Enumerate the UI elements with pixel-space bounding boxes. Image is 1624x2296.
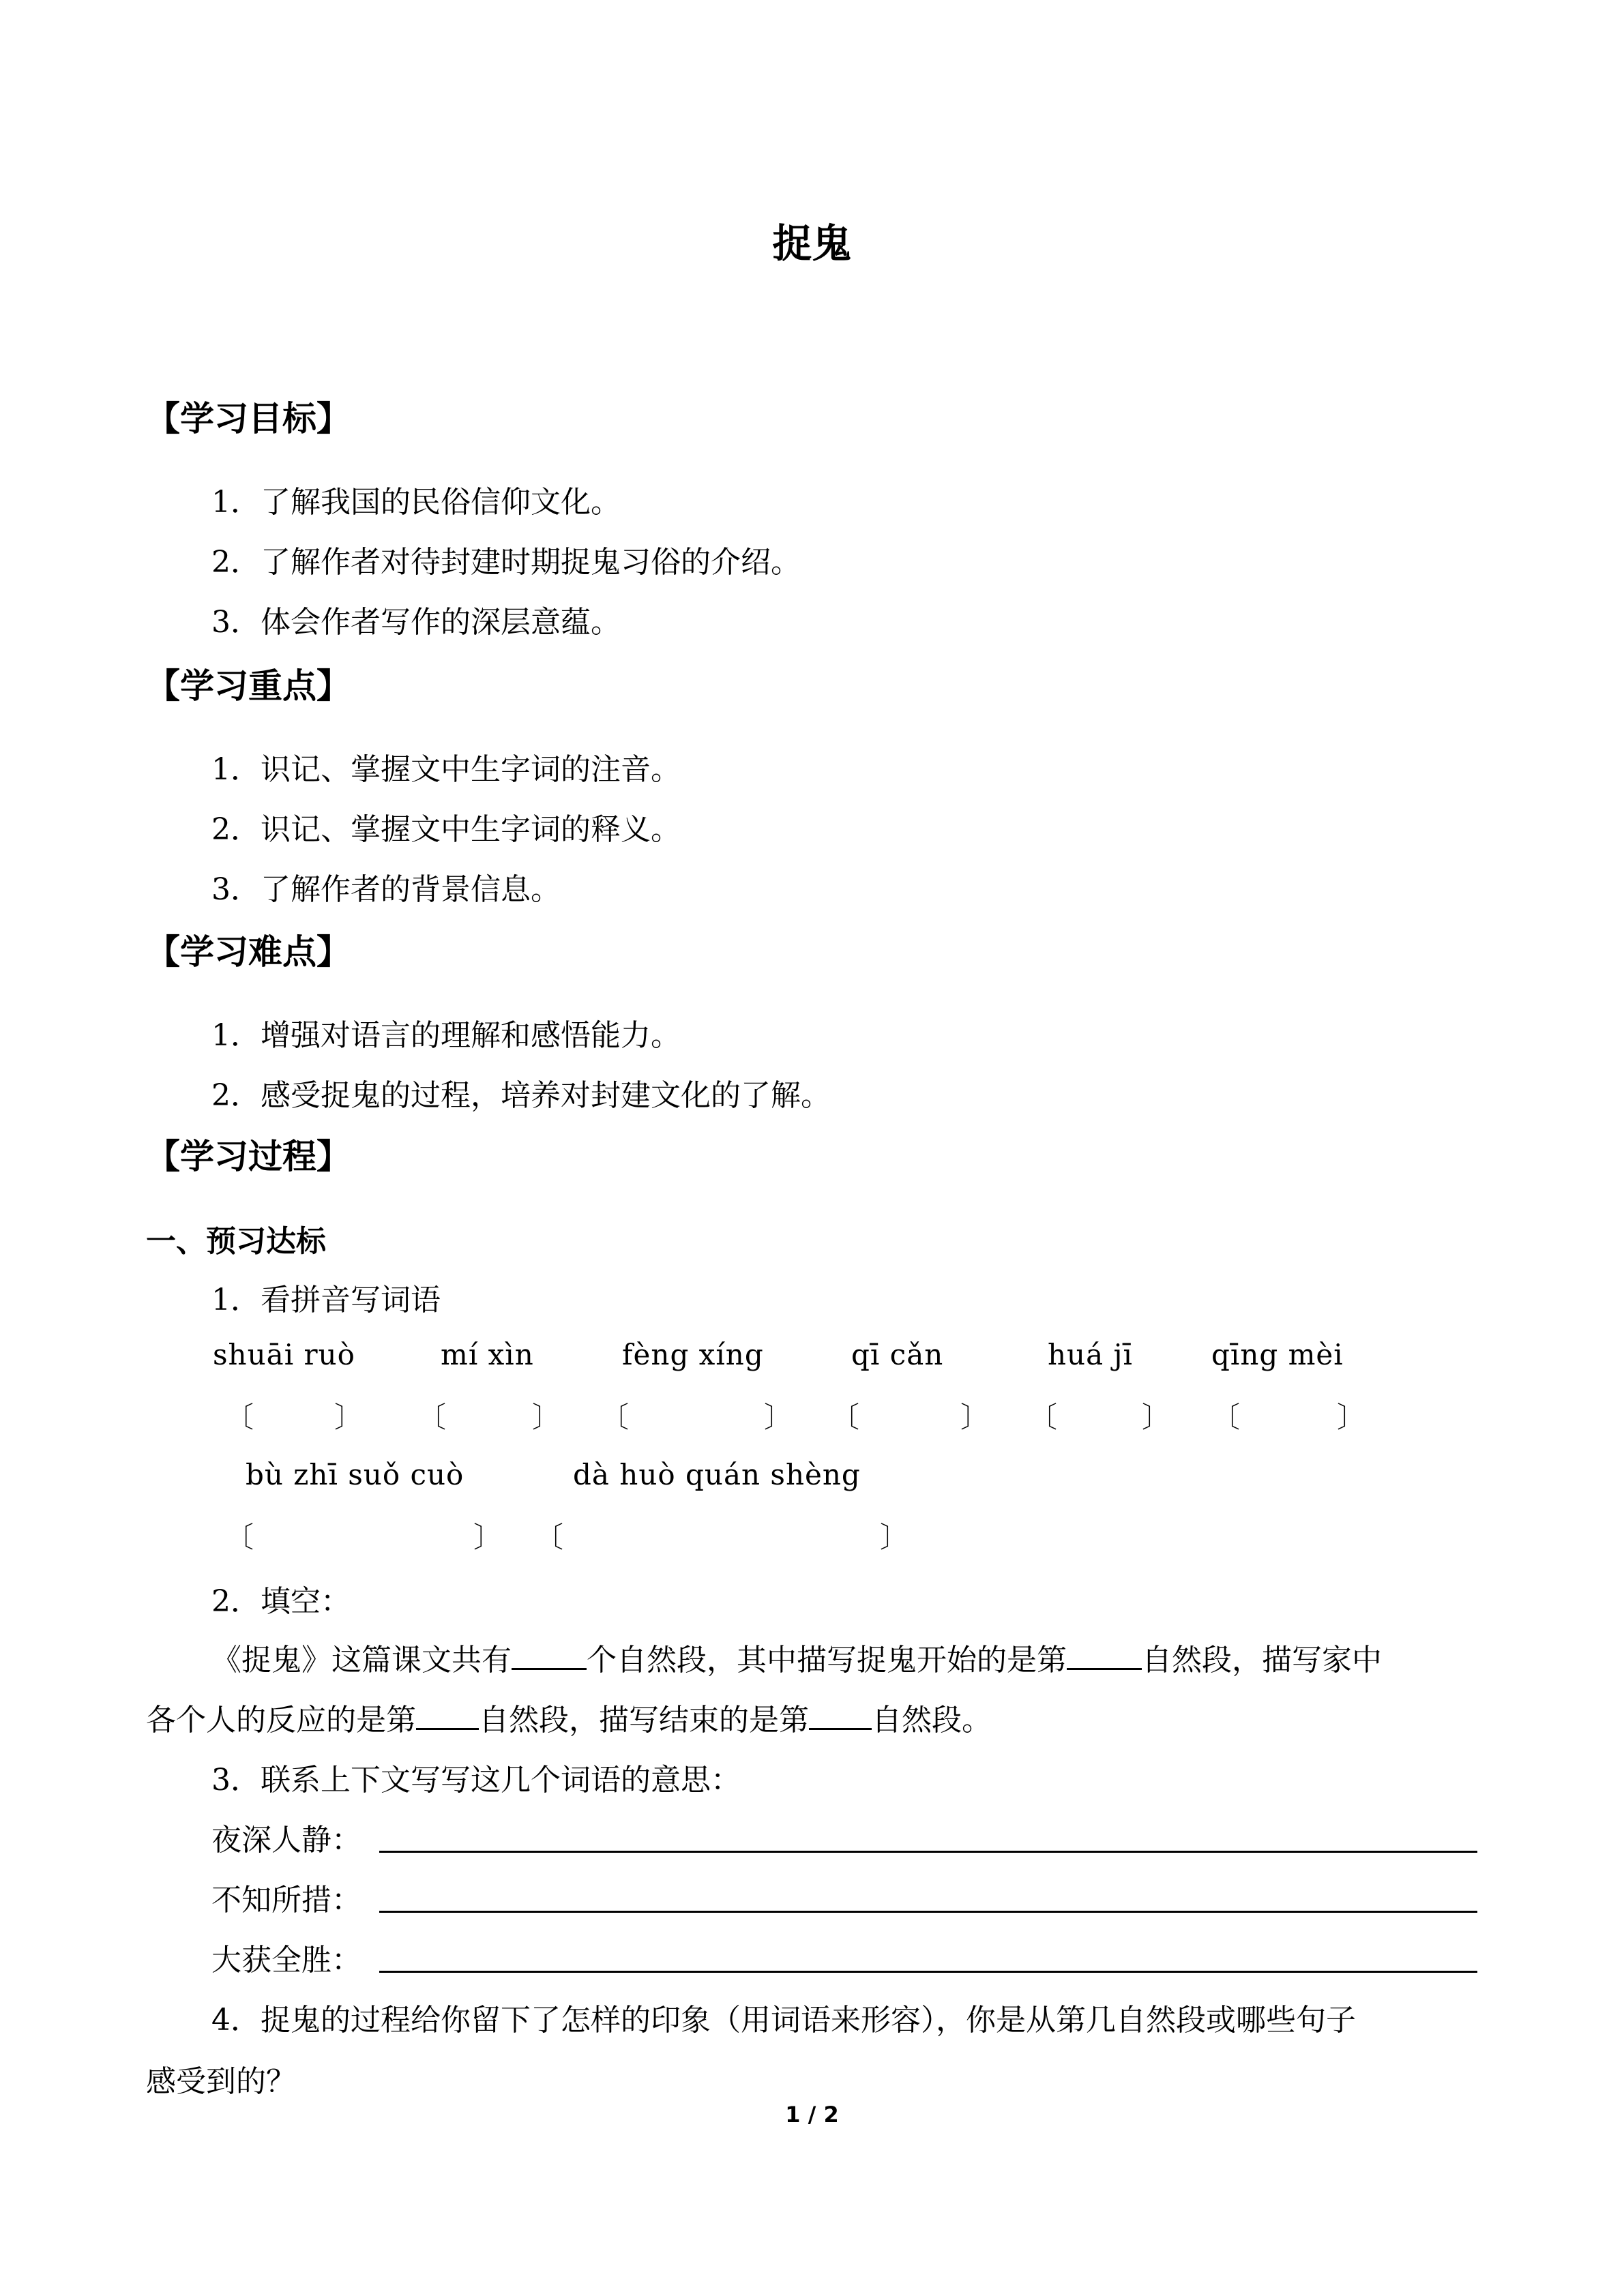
fill-blank-text: 自然段，描写结束的是第 [479,1703,809,1738]
answer-bracket-open: 〔 [1211,1401,1241,1434]
answer-bracket-close: 〕 [764,1401,793,1434]
section-heading-key-points: 【学习重点】 [146,666,351,706]
term-label: 大获全胜： [211,1943,361,1978]
fill-blank-text: 各个人的反应的是第 [146,1703,416,1738]
fill-blank-text: 个自然段，其中描写捉鬼开始的是第 [587,1643,1067,1678]
term-label: 不知所措： [211,1883,361,1918]
pinyin: bù zhī suǒ cuò [246,1458,464,1491]
answer-bracket-close: 〕 [880,1521,909,1554]
question-2-label: 2．填空： [211,1584,351,1619]
goal-item: 2．了解作者对待封建时期捉鬼习俗的介绍。 [211,545,801,580]
difficulty-item: 2．感受捉鬼的过程，培养对封建文化的了解。 [211,1078,831,1113]
pinyin: qī cǎn [851,1338,944,1371]
goal-item: 1．了解我国的民俗信仰文化。 [211,485,621,520]
pinyin: dà huò quán shèng [573,1458,861,1491]
answer-bracket-close: 〕 [1337,1401,1366,1434]
answer-bracket-close: 〕 [960,1401,990,1434]
answer-bracket-open: 〔 [600,1401,630,1434]
answer-line[interactable] [379,1851,1477,1853]
fill-blank-text: 自然段。 [872,1703,992,1738]
answer-blank[interactable] [809,1701,872,1730]
pinyin: huá jī [1048,1338,1133,1371]
pinyin: fèng xíng [622,1338,764,1371]
fill-blank-line-2 [146,1695,992,1739]
subsection-preview: 一、预习达标 [146,1224,326,1259]
difficulty-item: 1．增强对语言的理解和感悟能力。 [211,1018,681,1053]
answer-blank[interactable] [416,1701,479,1730]
key-point-item: 3．了解作者的背景信息。 [211,872,561,907]
page-title: 捉鬼 [772,220,852,267]
answer-bracket-close: 〕 [334,1401,364,1434]
answer-bracket-open: 〔 [831,1401,860,1434]
term-label: 夜深人静： [211,1823,361,1858]
question-4-line-1: 4．捉鬼的过程给你留下了怎样的印象（用词语来形容），你是从第几自然段或哪些句子 [211,2003,1356,2038]
key-point-item: 1．识记、掌握文中生字词的注音。 [211,752,681,787]
answer-bracket-close: 〕 [532,1401,561,1434]
goal-item: 3．体会作者写作的深层意蕴。 [211,605,621,640]
pinyin: shuāi ruò [213,1338,355,1371]
answer-bracket-open: 〔 [417,1401,447,1434]
section-heading-process: 【学习过程】 [146,1136,351,1176]
pinyin: qīng mèi [1211,1338,1344,1371]
page-number: 1 / 2 [785,2102,839,2128]
section-heading-difficulties: 【学习难点】 [146,931,351,972]
pinyin: mí xìn [441,1338,534,1371]
answer-line[interactable] [379,1911,1477,1913]
fill-blank-text: 《捉鬼》这篇课文共有 [211,1643,512,1678]
answer-bracket-close: 〕 [473,1521,503,1554]
section-heading-goals: 【学习目标】 [146,398,351,438]
question-1-label: 1．看拼音写词语 [211,1283,441,1317]
answer-blank[interactable] [512,1641,587,1670]
answer-bracket-open: 〔 [225,1401,254,1434]
answer-blank[interactable] [1067,1641,1142,1670]
answer-bracket-open: 〔 [535,1521,564,1554]
answer-bracket-open: 〔 [1029,1401,1058,1434]
fill-blank-text: 自然段，描写家中 [1142,1643,1382,1678]
key-point-item: 2．识记、掌握文中生字词的释义。 [211,812,681,847]
question-4-line-2: 感受到的？ [146,2064,296,2099]
question-3-label: 3．联系上下文写写这几个词语的意思： [211,1763,741,1798]
answer-bracket-close: 〕 [1142,1401,1171,1434]
answer-bracket-open: 〔 [225,1521,254,1554]
answer-line[interactable] [379,1971,1477,1973]
fill-blank-line-1 [211,1635,1382,1679]
